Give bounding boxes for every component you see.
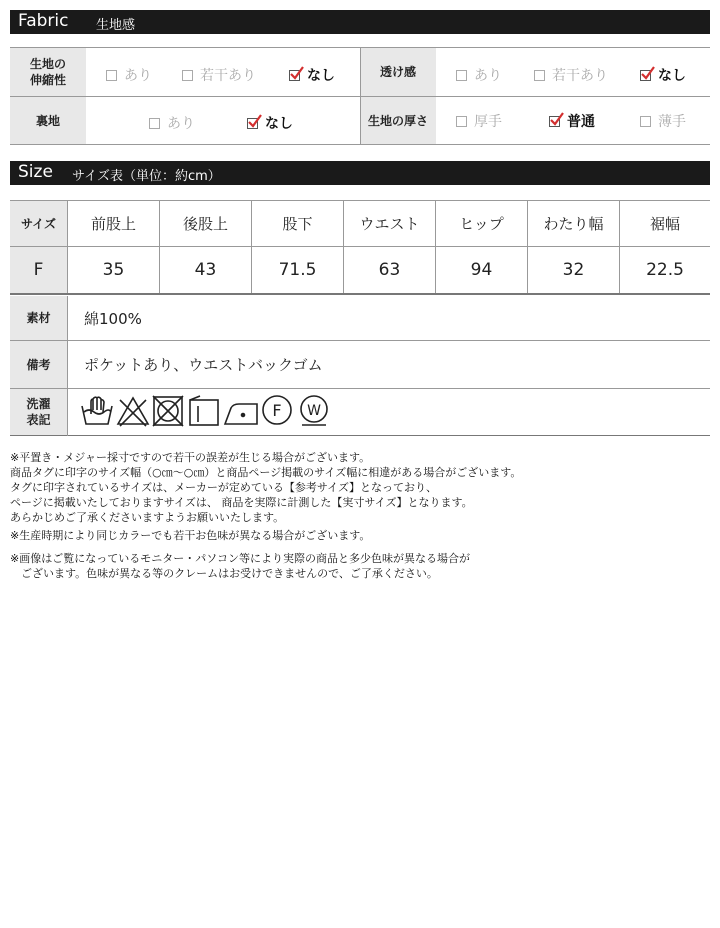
note-line: 商品タグに印字のサイズ幅（○㎝～○㎝）と商品ページ掲載のサイズ幅に相違がある場合がございます。 [10, 466, 522, 479]
thickness-label: 生地の厚さ [360, 97, 436, 144]
hem-width-value: 22.5 [646, 260, 684, 280]
thickness-option-thick: 厚手 [456, 111, 502, 131]
hip-header: ヒップ [459, 214, 504, 233]
lining-label: 裏地 [10, 97, 86, 144]
fabric-grid [10, 47, 710, 145]
hand-wash-icon [82, 397, 112, 424]
svg-text:W: W [307, 403, 321, 419]
hip-value: 94 [470, 260, 493, 280]
line-dry-icon [190, 396, 218, 425]
size-col-header: サイズ [20, 216, 57, 231]
thickness-option-thin: 薄手 [640, 111, 686, 131]
checked-icon [640, 70, 651, 81]
lining-option-yes: あり [149, 113, 195, 133]
fabric-header-en: Fabric [18, 11, 69, 31]
note-line: ※生産時期により同じカラーでも若干お色味が異なる場合がございます。 [10, 529, 371, 542]
checked-icon [549, 116, 560, 127]
remarks-label: 備考 [10, 341, 67, 388]
material-label: 素材 [10, 296, 67, 340]
care-icons [80, 394, 340, 428]
wet-clean-w-icon [301, 396, 327, 425]
stretch-option-yes: あり [106, 65, 152, 85]
size-header-en: Size [18, 162, 53, 182]
waist-header: ウエスト [359, 214, 420, 233]
fabric-header-jp: 生地感 [96, 18, 136, 33]
stretch-option-slight: 若干あり [182, 65, 256, 85]
checked-icon [289, 70, 300, 81]
thickness-option-normal: 普通 [549, 111, 595, 131]
stretch-label: 生地の 伸縮性 [10, 48, 86, 96]
notes-block-2 [10, 528, 370, 543]
no-bleach-icon [118, 398, 148, 426]
dry-clean-f-icon [263, 396, 291, 424]
note-line: ※平置き・メジャー採寸ですので若干の誤差が生じる場合がございます。 [10, 451, 371, 464]
checked-icon [247, 118, 258, 129]
fabric-header-bar [10, 10, 710, 34]
waist-value: 63 [378, 260, 401, 280]
care-label: 洗濯 表記 [10, 389, 67, 435]
lining-option-none: なし [247, 113, 293, 133]
size-header-bar [10, 161, 710, 185]
remarks-value: ポケットあり、ウエストバックゴム [84, 356, 323, 374]
iron-low-icon [225, 404, 257, 424]
note-line: ※画像はご覧になっているモニター・パソコン等により実際の商品と多少色味が異なる場合が [10, 552, 470, 565]
no-tumble-dry-icon [153, 396, 183, 426]
thigh-width-value: 32 [562, 260, 585, 280]
note-line: ございます。色味が異なる等のクレームはお受けできませんので、ご了承ください。 [10, 567, 438, 580]
note-line: ページに掲載いたしておりますサイズは、 商品を実際に計測した【実寸サイズ】となります。 [10, 496, 473, 509]
material-value: 綿100% [84, 309, 142, 328]
inseam-header: 股下 [282, 214, 313, 233]
sheer-option-slight: 若干あり [534, 65, 608, 85]
size-value: F [33, 260, 44, 280]
note-line: あらかじめご了承くださいますようお願いいたします。 [10, 511, 285, 524]
sheer-option-yes: あり [456, 65, 502, 85]
svg-text:F: F [272, 401, 282, 420]
back-rise-header: 後股上 [182, 214, 228, 233]
sheer-label: 透け感 [360, 48, 436, 96]
sheer-option-none: なし [640, 65, 686, 85]
notes-block-3 [10, 551, 470, 581]
stretch-option-none: なし [289, 65, 335, 85]
notes-block-1 [10, 450, 521, 525]
size-header-jp: サイズ表（単位：約cm） [72, 169, 221, 184]
thigh-width-header: わたり幅 [543, 214, 604, 233]
front-rise-header: 前股上 [90, 214, 136, 233]
inseam-value: 71.5 [278, 260, 317, 280]
hem-width-header: 裾幅 [649, 214, 680, 233]
back-rise-value: 43 [194, 260, 217, 280]
front-rise-value: 35 [102, 260, 125, 280]
note-line: タグに印字されているサイズは、メーカーが定めている【参考サイズ】となっており、 [10, 481, 438, 494]
